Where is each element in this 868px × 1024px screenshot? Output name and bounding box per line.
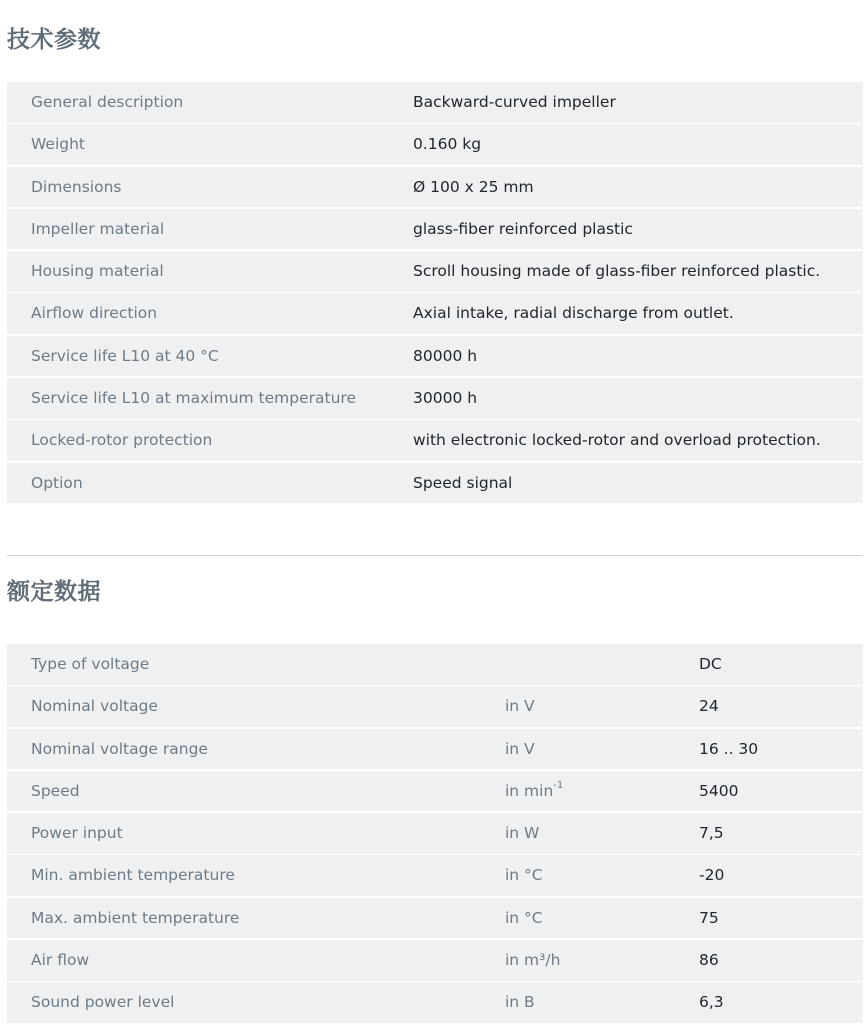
row-value: glass-fiber reinforced plastic	[413, 219, 633, 238]
row-label: Weight	[31, 135, 86, 154]
row-unit	[505, 686, 535, 727]
row-label: Option	[31, 473, 83, 492]
row-value: Backward-curved impeller	[413, 93, 616, 111]
row-value: Ø 100 x 25 mm	[413, 177, 534, 196]
table-row	[7, 813, 863, 854]
row-value: 80000 h	[413, 346, 478, 365]
row-label: Min. ambient temperature	[31, 866, 235, 885]
table-row	[7, 686, 863, 727]
row-value: 86	[699, 951, 719, 970]
row-label: Max. ambient temperature	[31, 908, 240, 927]
unit-text: in V	[505, 697, 535, 716]
table-row	[7, 251, 863, 292]
row-label: Dimensions	[31, 177, 122, 196]
table-row	[7, 124, 863, 165]
row-label: Power input	[31, 824, 123, 843]
row-label: Sound power level	[31, 993, 175, 1012]
unit-text: in °C	[505, 908, 543, 927]
row-unit	[505, 855, 543, 896]
row-value: with electronic locked-rotor and overload protection.	[413, 431, 821, 450]
row-label: Nominal voltage range	[31, 739, 208, 758]
row-label: Housing material	[31, 262, 164, 281]
row-value: Axial intake, radial discharge from outlet.	[413, 304, 734, 323]
table-row	[7, 463, 863, 504]
row-label: Air flow	[31, 951, 90, 970]
row-label: Locked-rotor protection	[31, 431, 213, 450]
table-row	[7, 336, 863, 377]
row-value: DC	[699, 655, 722, 673]
table-row	[7, 378, 863, 419]
row-label: Impeller material	[31, 219, 165, 238]
unit-superscript: -1	[553, 779, 564, 791]
table-row	[7, 982, 863, 1023]
table-row	[7, 898, 863, 939]
unit-text: in V	[505, 739, 535, 758]
unit-text: in m³/h	[505, 951, 561, 970]
row-unit	[505, 898, 543, 939]
table-row	[7, 209, 863, 250]
row-unit	[505, 940, 560, 981]
table-row	[7, 771, 863, 812]
row-unit	[505, 771, 563, 812]
row-label: Airflow direction	[31, 304, 158, 323]
row-value: 75	[699, 908, 719, 927]
row-label: Speed	[31, 781, 80, 800]
technical-parameters-table	[7, 82, 863, 503]
row-label: Service life L10 at 40 °C	[31, 346, 219, 365]
unit-text: in °C	[505, 866, 543, 885]
row-value: 0.160 kg	[413, 135, 482, 154]
row-value: 16 .. 30	[699, 739, 759, 758]
technical-parameters-title: 技术参数	[7, 27, 101, 53]
section-divider	[7, 555, 863, 556]
table-row	[7, 420, 863, 461]
unit-text: in min	[505, 781, 554, 800]
unit-text: in W	[505, 824, 540, 843]
unit-text: in B	[505, 993, 535, 1012]
table-row	[7, 167, 863, 208]
table-row	[7, 82, 863, 123]
table-row	[7, 855, 863, 896]
row-value: 6,3	[699, 993, 724, 1012]
row-label: Service life L10 at maximum temperature	[31, 389, 356, 408]
row-label: General description	[31, 93, 184, 111]
row-unit	[505, 813, 539, 854]
row-unit	[505, 729, 535, 770]
table-row	[7, 293, 863, 334]
row-label: Type of voltage	[31, 655, 150, 673]
row-value: 30000 h	[413, 389, 478, 408]
row-value: 24	[699, 697, 719, 716]
rated-data-table	[7, 644, 863, 1023]
table-row	[7, 940, 863, 981]
row-value: Speed signal	[413, 473, 513, 492]
rated-data-title: 额定数据	[7, 579, 101, 605]
row-unit	[505, 982, 535, 1023]
row-value: 5400	[699, 781, 739, 800]
table-row	[7, 644, 863, 685]
row-value: Scroll housing made of glass-fiber reinforced plastic.	[413, 262, 821, 281]
row-label: Nominal voltage	[31, 697, 158, 716]
table-row	[7, 729, 863, 770]
row-value: 7,5	[699, 824, 724, 843]
row-value: -20	[699, 866, 725, 885]
